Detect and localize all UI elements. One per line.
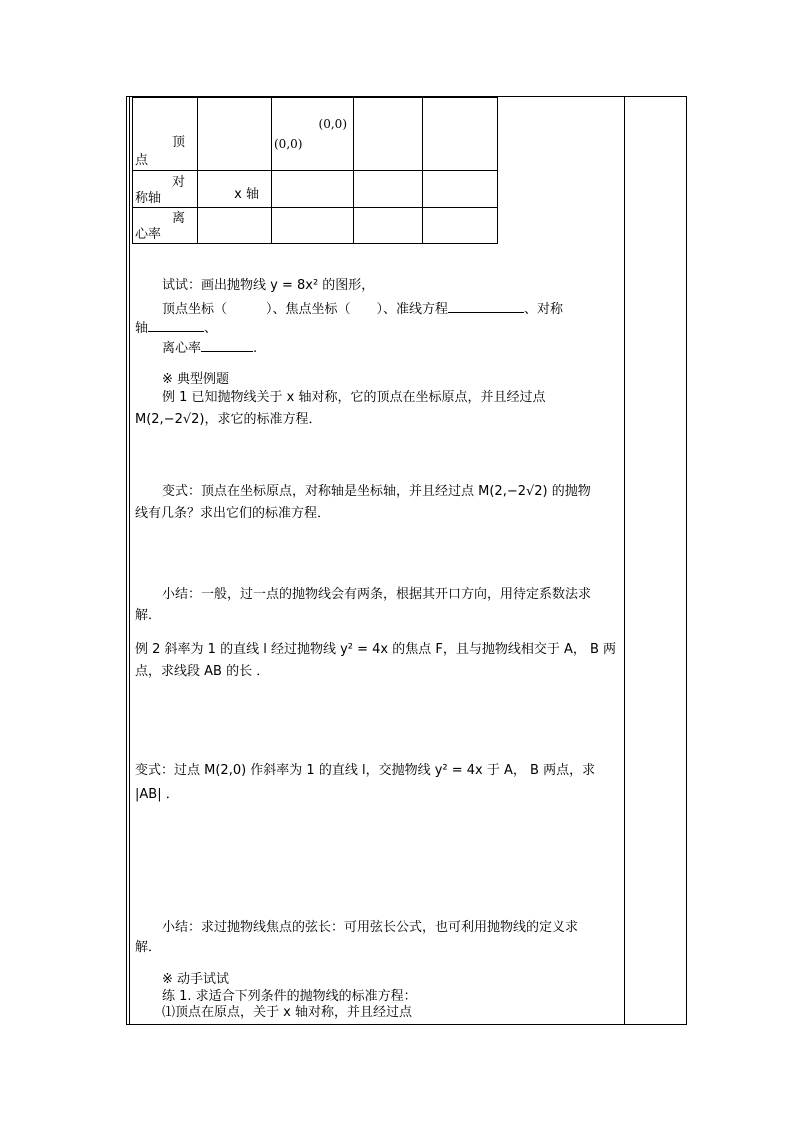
column-divider bbox=[624, 96, 625, 1025]
fill-text: 轴 bbox=[135, 321, 149, 336]
fill-text: 离心率 bbox=[162, 341, 202, 356]
table-cell bbox=[354, 98, 423, 171]
table-cell bbox=[272, 208, 354, 244]
variant-text: 变式：顶点在坐标原点，对称轴是坐标轴，并且经过点 M(2,−2√2) 的抛物 bbox=[162, 484, 591, 499]
blank-axis[interactable] bbox=[148, 319, 204, 332]
example-2-text: 例 2 斜率为 1 的直线 l 经过抛物线 y² = 4x 的焦点 F，且与抛物线相交于 A， B 两 bbox=[135, 642, 617, 657]
summary-text: 解． bbox=[135, 608, 162, 623]
row-label-bottom: 称轴 bbox=[135, 191, 162, 206]
table-cell bbox=[354, 208, 423, 244]
fill-text: 、对称 bbox=[524, 302, 564, 317]
row-label bbox=[133, 98, 198, 171]
exercise-text: 练 1. 求适合下列条件的抛物线的标准方程： bbox=[162, 989, 417, 1004]
exercise-text: ⑴顶点在原点，关于 x 轴对称，并且经过点 bbox=[162, 1005, 412, 1020]
variant-text: 线有几条？求出它们的标准方程． bbox=[135, 506, 331, 521]
summary-text: 小结：一般，过一点的抛物线会有两条，根据其开口方向，用待定系数法求 bbox=[162, 587, 592, 602]
table-cell bbox=[354, 171, 423, 208]
summary-2-text: 解． bbox=[135, 940, 162, 955]
fill-text: 、 bbox=[204, 321, 218, 336]
variant-2-text: |AB| ． bbox=[135, 787, 179, 802]
fill-in-line bbox=[135, 319, 217, 338]
table-cell bbox=[423, 98, 498, 171]
example-1-text: M(2,−2√2)，求它的标准方程． bbox=[135, 412, 322, 427]
parabola-properties-table bbox=[132, 97, 498, 244]
section-heading: ※ 动手试试 bbox=[162, 972, 230, 987]
table-cell bbox=[272, 171, 354, 208]
fill-in-line bbox=[162, 339, 257, 358]
table-row-eccentricity bbox=[133, 208, 498, 244]
table-row-vertex bbox=[133, 98, 498, 171]
fill-text: . bbox=[253, 341, 258, 356]
table-cell bbox=[198, 208, 272, 244]
example-1-text: 例 1 已知抛物线关于 x 轴对称，它的顶点在坐标原点，并且经过点 bbox=[162, 390, 546, 405]
table-cell: x 轴 bbox=[198, 171, 272, 208]
row-label-top: 顶 bbox=[171, 135, 185, 150]
outer-table-inner-border bbox=[129, 96, 130, 1025]
blank-eccentricity[interactable] bbox=[201, 339, 253, 352]
variant-2-text: 变式：过点 M(2,0) 作斜率为 1 的直线 l，交抛物线 y² = 4x 于 A， B 两点，求 bbox=[135, 763, 596, 778]
try-text: 试试：画出抛物线 y = 8x² 的图形， bbox=[162, 278, 375, 293]
table-cell bbox=[198, 98, 272, 171]
section-heading: ※ 典型例题 bbox=[162, 372, 230, 387]
table-cell: (0,0) (0,0) bbox=[272, 98, 354, 171]
example-2-text: 点，求线段 AB 的长 ． bbox=[135, 664, 270, 679]
summary-2-text: 小结：求过抛物线焦点的弦长：可用弦长公式，也可利用抛物线的定义求 bbox=[162, 920, 579, 935]
blank-directrix[interactable] bbox=[448, 300, 524, 313]
row-label-bottom: 点 bbox=[135, 153, 149, 168]
table-cell bbox=[423, 208, 498, 244]
row-label bbox=[133, 208, 198, 244]
row-label bbox=[133, 171, 198, 208]
table-cell bbox=[423, 171, 498, 208]
table-row-axis bbox=[133, 171, 498, 208]
row-label-bottom: 心率 bbox=[135, 227, 162, 242]
row-label-top: 对 bbox=[171, 175, 185, 190]
fill-text: 顶点坐标（ ）、焦点坐标（ ）、准线方程 bbox=[162, 302, 449, 317]
fill-in-line bbox=[162, 300, 563, 319]
row-label-top: 离 bbox=[171, 211, 185, 226]
